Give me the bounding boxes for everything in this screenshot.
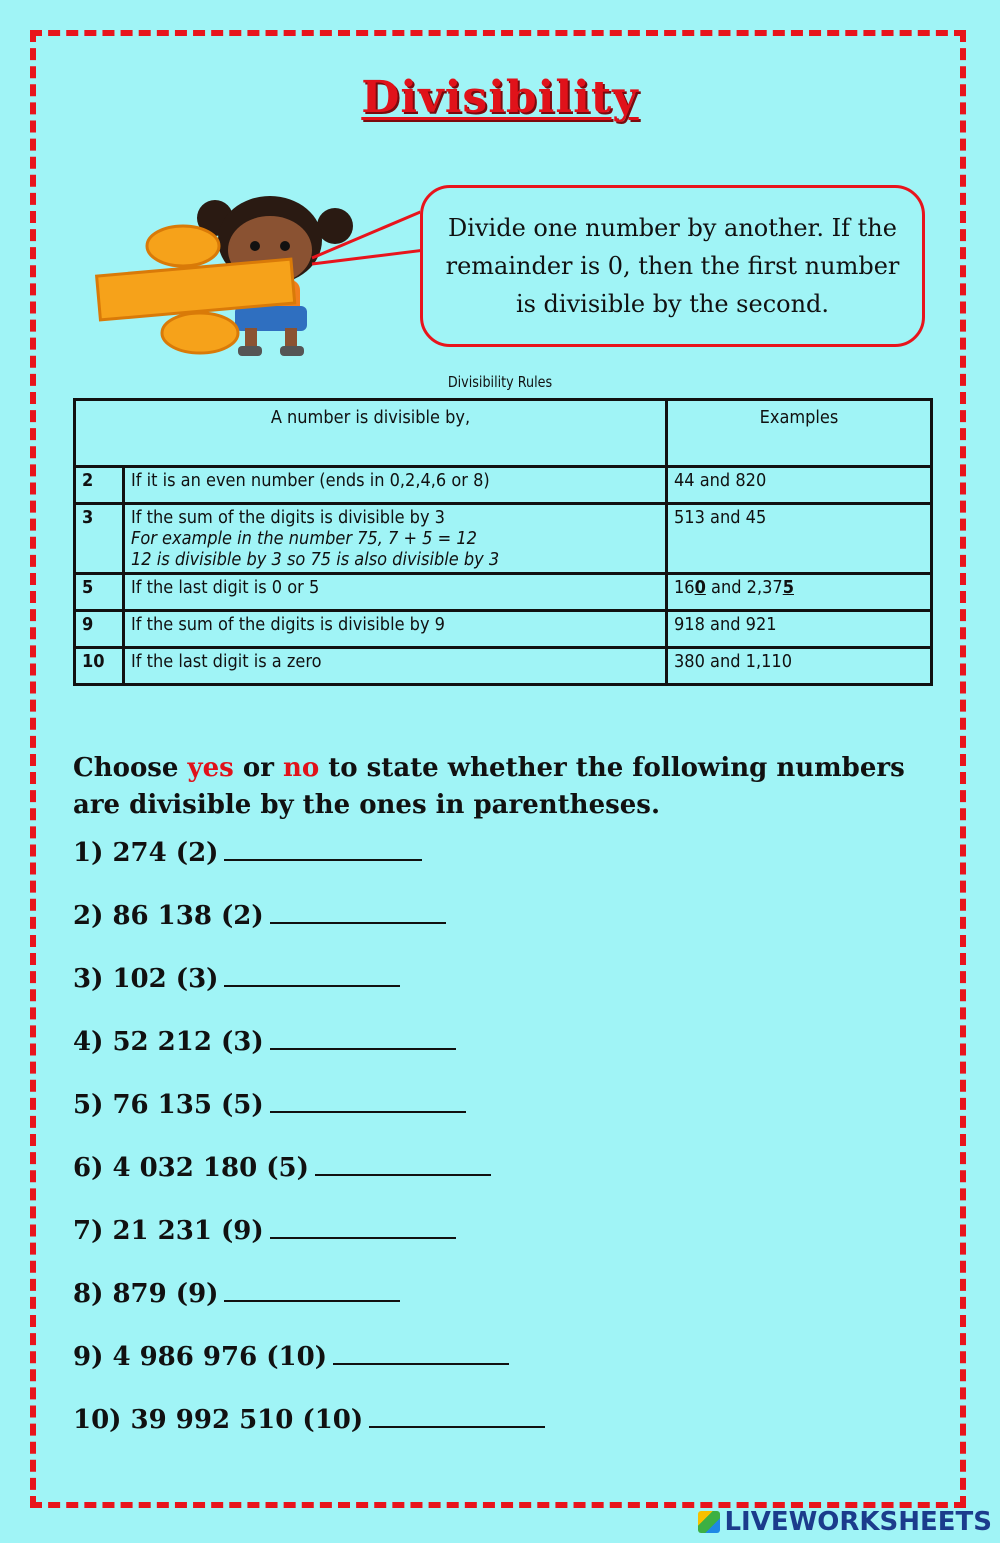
table-row — [75, 467, 932, 504]
header-examples: Examples — [667, 400, 932, 467]
question-9: 9) 4 986 976 (10) — [73, 1342, 509, 1372]
page-title: Divisibility — [361, 72, 639, 123]
table-row — [75, 648, 932, 685]
rule: If the sum of the digits is divisible by 3 — [131, 507, 445, 528]
divisor: 9 — [75, 611, 124, 648]
question-4: 4) 52 212 (3) — [73, 1027, 456, 1057]
divisor: 10 — [75, 648, 124, 685]
question-5: 5) 76 135 (5) — [73, 1090, 466, 1120]
rule: If it is an even number (ends in 0,2,4,6 or 8) — [124, 467, 667, 504]
table-row — [75, 504, 932, 574]
examples: 160 and 2,375 — [667, 574, 932, 611]
answer-blank-6[interactable] — [315, 1154, 491, 1176]
question-7: 7) 21 231 (9) — [73, 1216, 456, 1246]
divisibility-rules-table — [73, 398, 933, 686]
liveworksheets-logo: LIVEWORKSHEETS — [698, 1507, 992, 1537]
question-10: 10) 39 992 510 (10) — [73, 1405, 545, 1435]
rule-example-line: 12 is divisible by 3 so 75 is also divisible by 3 — [131, 549, 500, 570]
divisor: 2 — [75, 467, 124, 504]
divisor: 3 — [75, 504, 124, 574]
answer-blank-10[interactable] — [369, 1406, 545, 1428]
answer-blank-2[interactable] — [270, 902, 446, 924]
table-caption: Divisibility Rules — [447, 373, 553, 391]
answer-blank-9[interactable] — [333, 1343, 509, 1365]
table-header-row — [75, 400, 932, 467]
table-row — [75, 574, 932, 611]
rule-cell — [124, 504, 667, 574]
rule-example-line: For example in the number 75, 7 + 5 = 12 — [131, 528, 477, 549]
question-3: 3) 102 (3) — [73, 964, 400, 994]
answer-blank-7[interactable] — [270, 1217, 456, 1239]
question-1: 1) 274 (2) — [73, 838, 422, 868]
logo-icon — [698, 1511, 720, 1533]
rule: If the last digit is 0 or 5 — [124, 574, 667, 611]
divisor: 5 — [75, 574, 124, 611]
speech-bubble: Divide one number by another. If the remainder is 0, then the first number is divisible by the second. — [420, 185, 925, 347]
examples: 918 and 921 — [667, 611, 932, 648]
answer-blank-1[interactable] — [224, 839, 422, 861]
answer-blank-4[interactable] — [270, 1028, 456, 1050]
no-word: no — [282, 753, 320, 783]
answer-blank-8[interactable] — [224, 1280, 400, 1302]
examples: 44 and 820 — [667, 467, 932, 504]
rule: If the sum of the digits is divisible by 9 — [124, 611, 667, 648]
header-rule: A number is divisible by, — [75, 400, 667, 467]
examples: 380 and 1,110 — [667, 648, 932, 685]
question-6: 6) 4 032 180 (5) — [73, 1153, 491, 1183]
question-8: 8) 879 (9) — [73, 1279, 400, 1309]
answer-blank-5[interactable] — [270, 1091, 466, 1113]
table-row — [75, 611, 932, 648]
question-2: 2) 86 138 (2) — [73, 901, 446, 931]
girl-division-sign-illustration — [90, 188, 420, 363]
examples: 513 and 45 — [667, 504, 932, 574]
rule: If the last digit is a zero — [124, 648, 667, 685]
yes-word: yes — [187, 753, 234, 783]
answer-blank-3[interactable] — [224, 965, 400, 987]
instructions: Choose yes or no to state whether the following numbers are divisible by the ones in parentheses. — [73, 753, 905, 820]
